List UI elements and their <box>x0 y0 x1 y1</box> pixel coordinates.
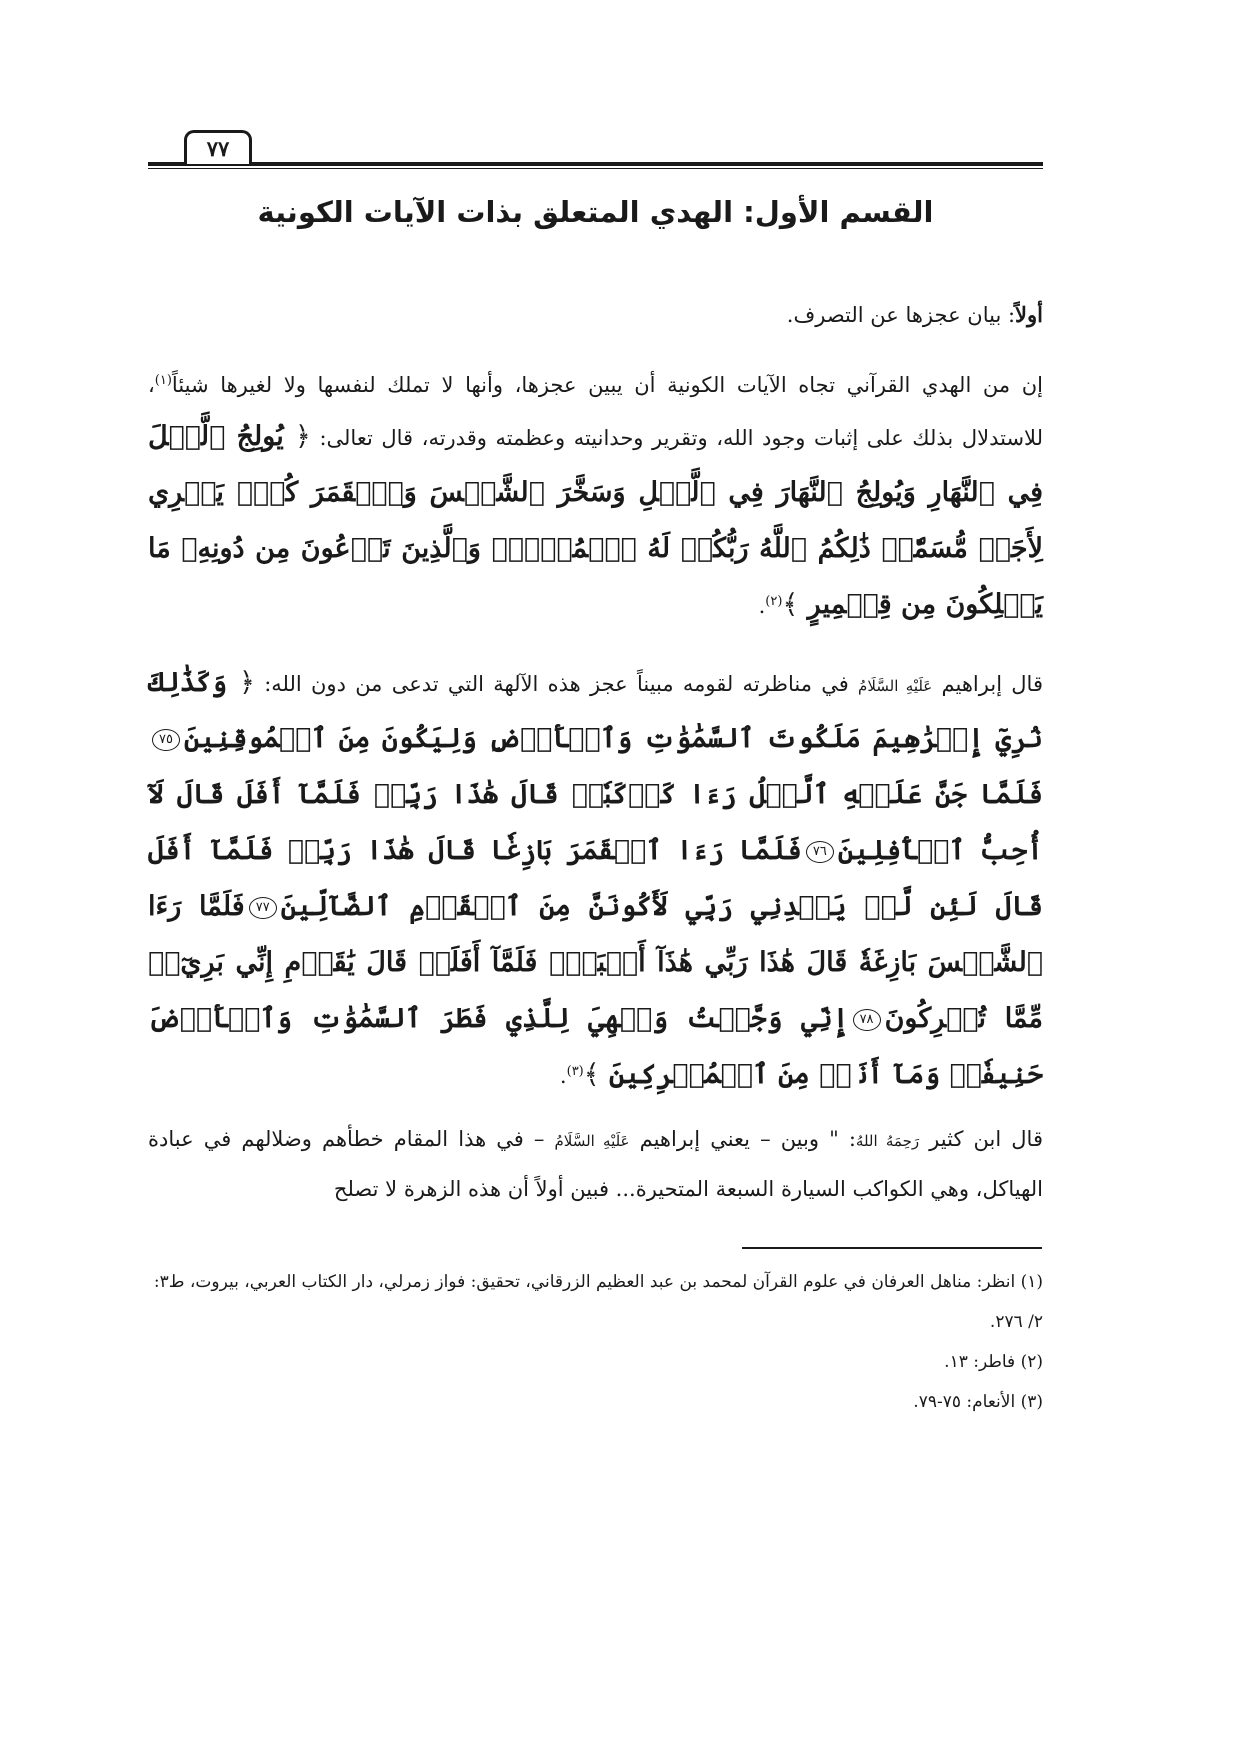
paragraph-text: في مناظرته لقومه مبيناً عجز هذه الآلهة التي تدعى من دون الله: <box>254 672 859 696</box>
page-body <box>148 195 1043 1213</box>
paragraph-text: – في هذا المقام خطأهم وضلالهم في عبادة الهياكل، وهي الكواكب السيارة السبعة المتحيرة... فبين أولاً أن هذه الزهرة لا تصلح <box>148 1127 1043 1201</box>
verse-number: ٧٥ <box>152 729 180 751</box>
ornament-open: ﴿ <box>295 421 311 452</box>
header-rule <box>148 162 1043 166</box>
footnote-2: (٢) فاطر: ١٣. <box>944 1352 1043 1372</box>
quran-verse: فَلَمَّا جَنَّ عَلَيۡهِ ٱلَّيۡلُ رَءَا كَوۡكَبٗاۖ قَالَ هَٰذَا رَبِّيۖ فَلَمَّآ أَفَلَ قَالَ لَآ أُحِبُّ ٱلۡأٓفِلِينَ <box>148 779 1044 866</box>
paragraph-text: قال ابن كثير <box>919 1127 1043 1151</box>
ornament-close: ﴾ <box>782 589 799 620</box>
footnote-3: (٣) الأنعام: ٧٥-٧٩. <box>913 1392 1043 1412</box>
footnote-ref: (٣) <box>566 1064 584 1079</box>
section-heading <box>148 291 1043 339</box>
paragraph-2 <box>148 655 1043 1103</box>
footnotes <box>148 1262 1043 1422</box>
quran-verse: إِنِّي وَجَّهۡتُ وَجۡهِيَ لِلَّذِي فَطَرَ ٱلسَّمَٰوَٰتِ وَٱلۡأَرۡضَ حَنِيفٗاۖ وَمَآ أَنَا۠ مِنَ ٱلۡمُشۡرِكِينَ <box>148 1003 1043 1090</box>
paragraph-text: قال إبراهيم <box>932 672 1043 696</box>
quran-verse: يُولِجُ ٱلَّيۡلَ فِي ٱلنَّهَارِ وَيُولِجُ ٱلنَّهَارَ فِي ٱلَّيۡلِ وَسَخَّرَ ٱلشَّمۡسَ وَٱلۡقَمَرَ كُلّٞ يَجۡرِي لِأَجَلٖ مُّسَمّٗىۚ ذَٰلِكُمُ ٱللَّهُ رَبُّكُمۡ لَهُ ٱلۡمُلۡكُۚ وَٱلَّذِينَ تَدۡعُونَ مِن دُونِهِۦ مَا يَمۡلِكُونَ مِن قِطۡمِيرٍ <box>148 421 1043 620</box>
verse-number: ٧٨ <box>853 1009 881 1031</box>
quran-verse: وَكَذَٰلِكَ نُرِيٓ إِبۡرَٰهِيمَ مَلَكُوتَ ٱلسَّمَٰوَٰتِ وَٱلۡأَرۡضِ وَلِيَكُونَ مِنَ ٱلۡمُوقِنِينَ <box>148 667 1043 754</box>
verse-number: ٧٧ <box>249 897 277 919</box>
header-rule-thin <box>148 168 1043 169</box>
paragraph-3 <box>148 1115 1043 1213</box>
quran-verse: فَلَمَّا رَءَا ٱلشَّمۡسَ بَازِغَةٗ قَالَ هَٰذَا رَبِّي هَٰذَآ أَكۡبَرُۖ فَلَمَّآ أَفَلَتۡ قَالَ يَٰقَوۡمِ إِنِّي بَرِيٓءٞ مِّمَّا تُشۡرِكُونَ <box>148 891 1043 1034</box>
period: . <box>559 1064 567 1088</box>
page-title: القسم الأول: الهدي المتعلق بذات الآيات الكونية <box>257 195 934 229</box>
page-header <box>148 128 1043 168</box>
paragraph-text: : " وبين – يعني إبراهيم <box>629 1127 856 1151</box>
footnote-divider <box>742 1247 1042 1249</box>
honorific: رَحِمَهُ اللهُ <box>855 1132 920 1150</box>
paragraph-text: ، للاستدلال بذلك على إثبات وجود الله، وتقرير وحدانيته وعظمته وقدرته، قال تعالى: <box>148 373 1043 450</box>
ornament-close: ﴾ <box>583 1059 600 1090</box>
footnote-ref: (٢) <box>765 594 783 609</box>
footnote-ref: (١) <box>154 373 172 388</box>
honorific: عَلَيْهِ السَّلَامُ <box>554 1132 630 1150</box>
section-text: : بيان عجزها عن التصرف. <box>786 303 1016 327</box>
honorific: عَلَيْهِ السَّلَامُ <box>858 677 933 695</box>
ornament-open: ﴿ <box>239 667 255 698</box>
verse-number: ٧٦ <box>806 841 834 863</box>
section-label: أولاً <box>1015 302 1043 327</box>
quran-verse: فَلَمَّا رَءَا ٱلۡقَمَرَ بَازِغٗا قَالَ هَٰذَا رَبِّيۖ فَلَمَّآ أَفَلَ قَالَ لَئِن لَّمۡ يَهۡدِنِي رَبِّي لَأَكُونَنَّ مِنَ ٱلۡقَوۡمِ ٱلضَّآلِّينَ <box>148 835 1043 922</box>
paragraph-text: إن من الهدي القرآني تجاه الآيات الكونية أن يبين عجزها، وأنها لا تملك لنفسها ولا لغيرها شيئاً <box>171 373 1043 397</box>
footnote-1: (١) انظر: مناهل العرفان في علوم القرآن لمحمد بن عبد العظيم الزرقاني، تحقيق: فواز زمرلي، دار الكتاب العربي، بيروت، ط٣: ٢/ ٢٧٦. <box>153 1272 1043 1332</box>
paragraph-1 <box>148 361 1043 633</box>
period: . <box>758 594 766 618</box>
page-number: ٧٧ <box>184 130 252 164</box>
